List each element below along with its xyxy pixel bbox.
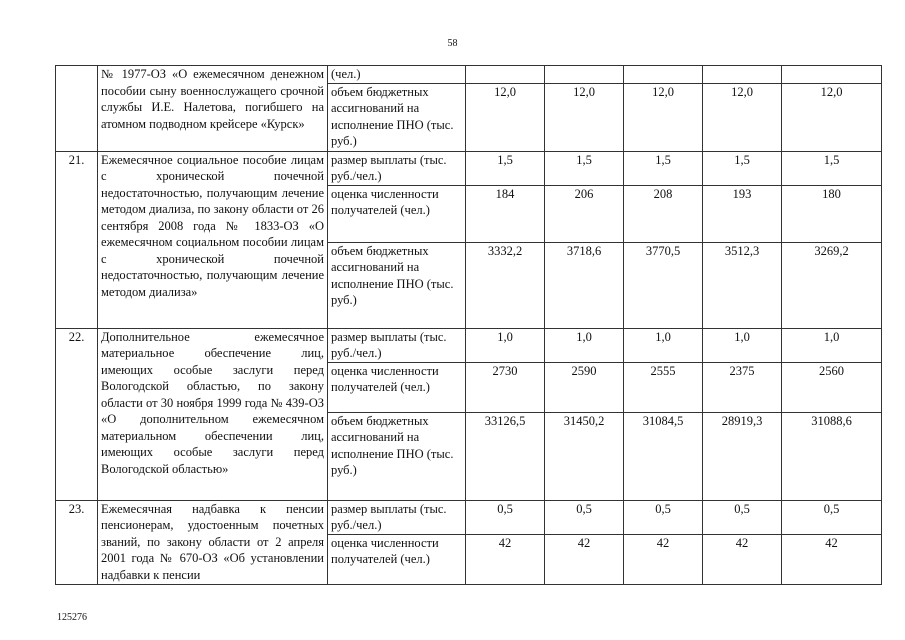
- value-cell: 193: [703, 185, 782, 242]
- value-cell: 2730: [466, 362, 545, 412]
- value-cell: 180: [782, 185, 882, 242]
- indicator-label: объем бюджетных ассигнований на исполнение ПНО (тыс. руб.): [328, 83, 466, 151]
- value-cell: [782, 66, 882, 84]
- indicator-label: объем бюджетных ассигнований на исполнение ПНО (тыс. руб.): [328, 412, 466, 500]
- indicator-label: размер выплаты (тыс. руб./чел.): [328, 328, 466, 362]
- value-cell: 42: [782, 534, 882, 584]
- indicator-label: оценка численности получателей (чел.): [328, 534, 466, 584]
- value-cell: 2560: [782, 362, 882, 412]
- value-cell: 3718,6: [545, 242, 624, 328]
- item-number: 23.: [56, 500, 98, 584]
- value-cell: 1,5: [782, 151, 882, 185]
- benefits-table: [55, 65, 882, 585]
- value-cell: 3332,2: [466, 242, 545, 328]
- value-cell: 1,0: [466, 328, 545, 362]
- table-row: [56, 66, 882, 84]
- value-cell: 12,0: [782, 83, 882, 151]
- value-cell: [703, 66, 782, 84]
- item-number: 21.: [56, 151, 98, 328]
- value-cell: 12,0: [624, 83, 703, 151]
- indicator-label: размер выплаты (тыс. руб./чел.): [328, 500, 466, 534]
- value-cell: 1,5: [624, 151, 703, 185]
- page-number: 58: [447, 38, 458, 49]
- value-cell: 12,0: [703, 83, 782, 151]
- value-cell: 42: [624, 534, 703, 584]
- value-cell: 31088,6: [782, 412, 882, 500]
- value-cell: 0,5: [703, 500, 782, 534]
- value-cell: 184: [466, 185, 545, 242]
- value-cell: 3770,5: [624, 242, 703, 328]
- item-number: [56, 66, 98, 152]
- value-cell: 1,0: [545, 328, 624, 362]
- value-cell: [624, 66, 703, 84]
- value-cell: 208: [624, 185, 703, 242]
- table-row: [56, 500, 882, 534]
- value-cell: 1,0: [703, 328, 782, 362]
- value-cell: 1,5: [466, 151, 545, 185]
- value-cell: 0,5: [545, 500, 624, 534]
- benefit-name: № 1977-ОЗ «О ежемесячном денежном пособии сыну военнослужащего срочной службы И.Е. Налетова, погибшего на атомном подводном крейсере «Курск»: [98, 66, 328, 152]
- value-cell: 2590: [545, 362, 624, 412]
- value-cell: 12,0: [545, 83, 624, 151]
- benefit-name: Ежемесячное социальное пособие лицам с хронической почечной недостаточностью, получающим лечение методом диализа, по закону области от 26 сентября 2008 года № 1833-ОЗ «О ежемесячном социальном пособии лицам с хронической почечной недостаточностью, получающим лечение методом диализа»: [98, 151, 328, 328]
- value-cell: [545, 66, 624, 84]
- indicator-label: оценка численности получателей (чел.): [328, 362, 466, 412]
- value-cell: 0,5: [782, 500, 882, 534]
- value-cell: 33126,5: [466, 412, 545, 500]
- value-cell: [466, 66, 545, 84]
- value-cell: 42: [466, 534, 545, 584]
- value-cell: 31450,2: [545, 412, 624, 500]
- value-cell: 3512,3: [703, 242, 782, 328]
- value-cell: 1,5: [545, 151, 624, 185]
- value-cell: 1,5: [703, 151, 782, 185]
- indicator-label: размер выплаты (тыс. руб./чел.): [328, 151, 466, 185]
- indicator-label: объем бюджетных ассигнований на исполнение ПНО (тыс. руб.): [328, 242, 466, 328]
- indicator-label: (чел.): [328, 66, 466, 84]
- value-cell: 2375: [703, 362, 782, 412]
- value-cell: 0,5: [624, 500, 703, 534]
- document-code: 125276: [57, 612, 87, 623]
- value-cell: 1,0: [782, 328, 882, 362]
- value-cell: 12,0: [466, 83, 545, 151]
- value-cell: 3269,2: [782, 242, 882, 328]
- value-cell: 206: [545, 185, 624, 242]
- value-cell: 42: [703, 534, 782, 584]
- item-number: 22.: [56, 328, 98, 500]
- value-cell: 31084,5: [624, 412, 703, 500]
- value-cell: 28919,3: [703, 412, 782, 500]
- table-row: [56, 151, 882, 185]
- value-cell: 0,5: [466, 500, 545, 534]
- indicator-label: оценка численности получателей (чел.): [328, 185, 466, 242]
- benefit-name: Дополнительное ежемесячное материальное обеспечение лиц, имеющих особые заслуги перед Вологодской областью, по закону области от 30 ноября 1999 года № 439-ОЗ «О дополнительном ежемесячном материальном обеспечении лиц, имеющих особые заслуги перед Вологодской областью»: [98, 328, 328, 500]
- table-row: [56, 328, 882, 362]
- value-cell: 2555: [624, 362, 703, 412]
- value-cell: 1,0: [624, 328, 703, 362]
- value-cell: 42: [545, 534, 624, 584]
- benefit-name: Ежемесячная надбавка к пенсии пенсионерам, удостоенным почетных званий, по закону области от 2 апреля 2001 года № 670-ОЗ «Об установлении надбавки к пенсии: [98, 500, 328, 584]
